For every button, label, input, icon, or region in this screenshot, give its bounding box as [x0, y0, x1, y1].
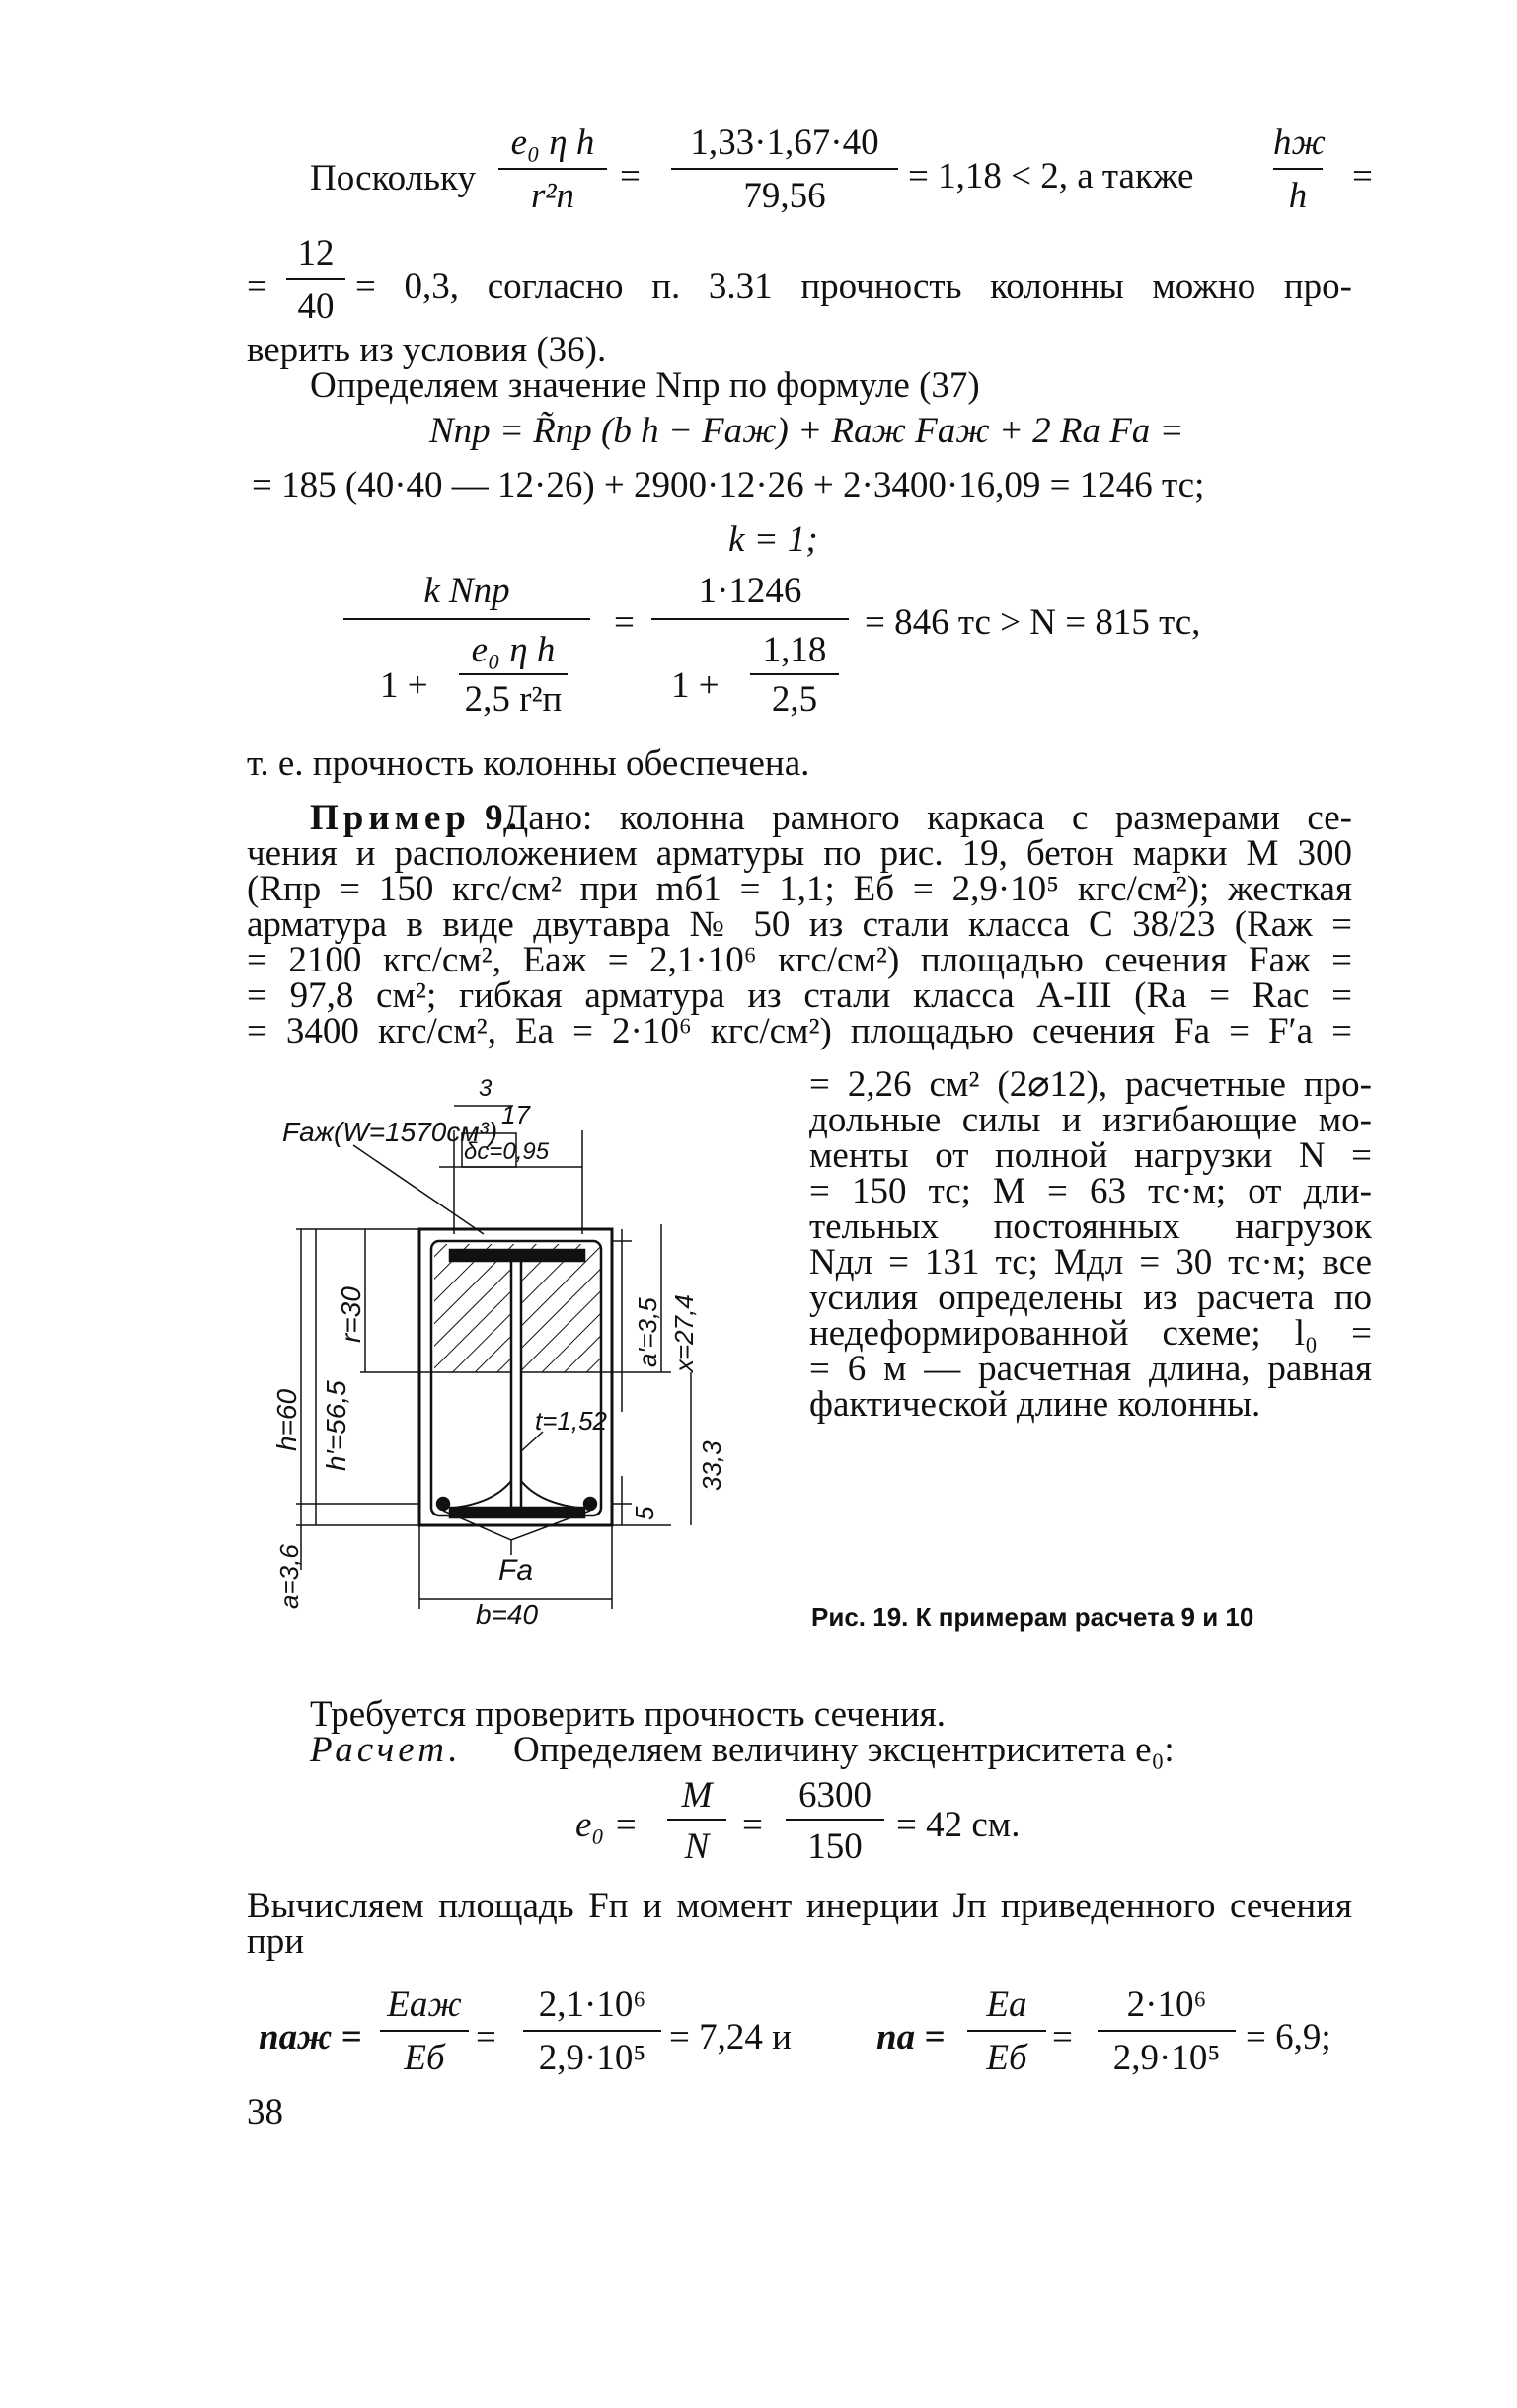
- frac-12: 12: [297, 233, 335, 273]
- example-line-1: чения и расположением арматуры по рис. 19, бетон марки М 300: [247, 833, 1352, 874]
- side-line-7: недеформированной схеме; l₀ =: [809, 1313, 1372, 1354]
- n-num1: Eаж: [387, 1984, 462, 2025]
- n-bar1: [380, 2030, 469, 2032]
- ratio-den-right-num: 1,18: [762, 630, 827, 670]
- text-calc-head: Расчет.: [310, 1730, 462, 1770]
- n-eq1: =: [476, 2017, 496, 2058]
- text-line-2: = 0,3, согласно п. 3.31 прочность колонны можно про-: [355, 267, 1352, 307]
- text-check: Требуется проверить прочность сечения.: [310, 1694, 947, 1735]
- label-d333: 33,3: [697, 1440, 726, 1491]
- side-line-2: менты от полной нагрузки N =: [809, 1135, 1372, 1176]
- text-at: при: [247, 1921, 305, 1962]
- ratio-result: = 846 тс > N = 815 тс,: [865, 602, 1201, 643]
- example-line-5: = 97,8 см²; гибкая арматура из стали класса А-III (Rа = Rас =: [247, 975, 1352, 1016]
- side-line-0: = 2,26 см² (2⌀12), расчетные про-: [809, 1064, 1372, 1105]
- ratio-den-right-bar: [750, 673, 839, 675]
- e0-num1: M: [681, 1775, 713, 1816]
- example-line-2: (Rпр = 150 кгс/см² при mб1 = 1,1; Eб = 2,9·10⁵ кгс/см²); жесткая: [247, 869, 1352, 909]
- side-line-3: = 150 тс; M = 63 тс·м; от дли-: [809, 1171, 1372, 1211]
- frac1-numerator: e₀ η h: [510, 122, 595, 163]
- ratio-bar-right: [651, 618, 849, 620]
- n-den1: Eб: [404, 2038, 445, 2078]
- side-line-6: усилия определены из расчета по: [809, 1278, 1372, 1318]
- side-line-8: = 6 м — расчетная длина, равная: [809, 1349, 1372, 1389]
- ratio-den-left-den: 2,5 r²п: [464, 679, 563, 720]
- label-r: r=30: [336, 1286, 366, 1343]
- frac3-numerator: hж: [1273, 122, 1326, 163]
- ratio-num-right: 1·1246: [698, 571, 802, 611]
- i-beam-bottom-flange: [450, 1508, 584, 1517]
- rebar-bottom-left: [437, 1498, 449, 1510]
- label-t: t=1,52: [535, 1406, 608, 1436]
- n-num4: 2·10⁶: [1126, 1984, 1207, 2025]
- ratio-den-left-num: e₀ η h: [471, 630, 556, 670]
- example-line-6: = 3400 кгс/см², Eа = 2·10⁶ кгс/см²) площадью сечения Fа = F′а =: [247, 1011, 1352, 1051]
- example-heading: Пример 9.: [310, 798, 522, 838]
- ratio-den-right-den: 2,5: [771, 679, 818, 720]
- e0-num2: 6300: [798, 1775, 872, 1816]
- e0-result: = 42 см.: [896, 1805, 1021, 1845]
- example-line-3: арматура в виде двутавра № 50 из стали класса С 38/23 (Rаж =: [247, 904, 1352, 945]
- e0-lhs: e₀ =: [575, 1805, 639, 1845]
- label-delta: δс=0,95: [464, 1138, 550, 1165]
- n-den4: 2,9·10⁵: [1112, 2038, 1221, 2078]
- n-num3: Eа: [986, 1984, 1027, 2025]
- n-den2: 2,9·10⁵: [538, 2038, 646, 2078]
- example-line-4: = 2100 кгс/см², Eаж = 2,1·10⁶ кгс/см²) площадью сечения Fаж =: [247, 940, 1352, 980]
- n-eq2: =: [1052, 2017, 1073, 2058]
- label-d3: 3: [479, 1076, 493, 1102]
- text-poskolku: Поскольку: [310, 158, 476, 198]
- label-fa: Fа: [498, 1554, 534, 1587]
- frac1-bar: [498, 168, 607, 170]
- side-line-9: фактической длине колонны.: [809, 1384, 1261, 1425]
- label-b: b=40: [476, 1599, 539, 1629]
- text-compute: Вычисляем площадь Fп и момент инерции Jп приведенного сечения: [247, 1886, 1352, 1926]
- e0-bar2: [786, 1819, 884, 1821]
- figure-19-column-section: [257, 1076, 809, 1629]
- ratio-den-left-prefix: 1 +: [380, 665, 428, 706]
- ratio-den-left-bar: [459, 673, 568, 675]
- text-line-3: верить из условия (36).: [247, 330, 607, 370]
- i-beam-web: [511, 1261, 521, 1508]
- text-line-4: Определяем значение Nпр по формуле (37): [310, 365, 980, 406]
- e0-den1: N: [684, 1826, 710, 1867]
- frac3-denominator: h: [1288, 176, 1308, 216]
- example-line-0: Дано: колонна рамного каркаса с размерами се-: [503, 798, 1352, 838]
- formula-npr-1: Nпр = R̃пр (b h − Fаж) + Rаж Fаж + 2 Rа Fа =: [429, 411, 1184, 451]
- n-bar2: [523, 2030, 661, 2032]
- formula-npr-2: = 185 (40·40 — 12·26) + 2900·12·26 + 2·3400·16,09 = 1246 тс;: [252, 465, 1205, 505]
- frac-40: 40: [297, 286, 335, 327]
- label-a: a=3,6: [274, 1544, 304, 1609]
- ratio-bar-left: [343, 618, 590, 620]
- side-line-1: дольные силы и изгибающие мо-: [809, 1100, 1372, 1140]
- ratio-den-right-prefix: 1 +: [671, 665, 720, 706]
- label-h: h=60: [271, 1388, 302, 1451]
- page-number: 38: [247, 2092, 283, 2133]
- frac2-denominator: 79,56: [743, 176, 826, 216]
- n-lhs1: nаж =: [259, 2017, 362, 2058]
- ratio-num-left: k Nпр: [423, 571, 510, 611]
- i-beam-top-flange: [450, 1250, 584, 1261]
- n-den3: Eб: [986, 2038, 1027, 2078]
- n-lhs2: nа =: [876, 2017, 946, 2058]
- frac2-numerator: 1,33·1,67·40: [690, 122, 879, 163]
- formula-k: k = 1;: [728, 519, 818, 560]
- text-ensured: т. е. прочность колонны обеспечена.: [247, 743, 810, 784]
- text-calc-rest: Определяем величину эксцентриситета e₀:: [513, 1730, 1175, 1770]
- n-num2: 2,1·10⁶: [538, 1984, 646, 2025]
- side-line-5: Nдл = 131 тс; Mдл = 30 тс·м; все: [809, 1242, 1372, 1282]
- frac2-bar: [671, 168, 898, 170]
- n-res1: = 7,24 и: [669, 2017, 792, 2058]
- label-x: x=27,4: [669, 1294, 699, 1372]
- label-h0: h′=56,5: [321, 1380, 351, 1471]
- e0-den2: 150: [807, 1826, 863, 1867]
- frac3-bar: [1273, 168, 1323, 170]
- book-page: Поскольку e₀ η h r²п = 1,33·1,67·40 79,56 = 1,18 < 2, а также hж h = = 12 40 = 0,3, согласно п. 3.31 прочность колонны можно про- верить из условия (36). Определяем значение Nпр по формуле (37) Nпр = R̃пр (b h − Fаж) + Rаж Fаж + 2 Rа Fа = = 185 (40·40 — 12·26) + 2900·12·26 + 2·3400·16,09 = 1246 тс; k = 1; k Nпр 1 + e₀ η h 2,5 r²п = 1·1246 1 + 1,18 2,5 = 846 тс > N = 815 тс, т. е. прочность колонны обеспечена. Пример 9. Дано: колонна рамного каркаса с размерами се- чения и расположением арматуры по рис. 19, бетон марки М 300 (Rпр = 150 кгс/см² при mб1 = 1,1; Eб = 2,9·10⁵ кгс/см²); жесткая арматура в виде двутавра № 50 из стали класса С 38/23 (Rаж = = 2100 кгс/см², Eаж = 2,1·10⁶ кгс/см²) площадью сечения Fаж = = 97,8 см²; гибкая арматура из стали класса А-III (Rа = Rас = = 3400 кгс/см², Eа = 2·10⁶ кгс/см²) площадью сечения Fа = F′а = = 2,26 см² (2⌀12), расчетные про- дольные силы и изгибающие мо- менты от полной нагрузки N = = 150 тс; M = 63 тс·м; от дли- тельных постоянных нагрузок Nдл = 131 тс; Mдл = 30 тс·м; все усилия определены из расчета по недеформированной схеме; l₀ = = 6 м — расчетная длина, равная фактической длине колонны. Fаж(W=1570см³) 3 17 δс=0,95 r=30 h=60 h′=56,5 a′=3,5 x=27,4 t=1,52 5 33,3 a=3,6 Fа b=40 Рис. 19. К примерам расчета 9 и 10 Требуется проверить прочность сечения. Расчет. Определяем величину эксцентриситета e₀: e₀ = M N = 6300 150 = 42 см. Вычисляем площадь Fп и момент инерции Jп приведенного сечения при nаж = Eаж Eб = 2,1·10⁶ 2,9·10⁵ = 7,24 и nа = Eа Eб = 2·10⁶ 2,9·10⁵ = 6,9; 38: [247, 122, 1373, 2133]
- e0-bar1: [667, 1819, 726, 1821]
- figure-caption: Рис. 19. К примерам расчета 9 и 10: [811, 1602, 1254, 1632]
- frac-12-bar: [286, 278, 345, 280]
- n-res2: = 6,9;: [1246, 2017, 1331, 2058]
- label-d17: 17: [501, 1100, 530, 1129]
- n-bar3: [967, 2030, 1046, 2032]
- n-bar4: [1098, 2030, 1236, 2032]
- side-line-4: тельных постоянных нагрузок: [809, 1206, 1372, 1247]
- frac1-denominator: r²п: [531, 176, 574, 216]
- label-faj: Fаж(W=1570см³): [282, 1117, 498, 1147]
- e0-eq: =: [742, 1805, 763, 1845]
- rebar-bottom-right: [584, 1498, 596, 1510]
- label-a1: a′=3,5: [633, 1297, 662, 1367]
- text-eq-1: =: [1352, 156, 1373, 196]
- label-d5: 5: [630, 1506, 659, 1520]
- text-result-1: = 1,18 < 2, а также: [908, 156, 1194, 196]
